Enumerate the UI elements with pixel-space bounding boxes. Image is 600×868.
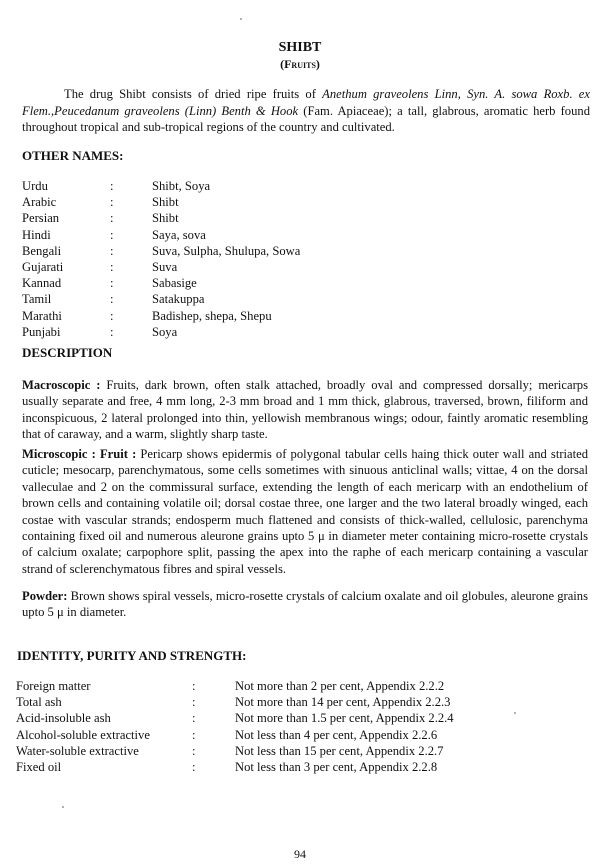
separator: : <box>110 276 114 291</box>
test-value: Not less than 4 per cent, Appendix 2.2.6 <box>235 727 438 742</box>
separator: : <box>110 292 114 307</box>
page-number: 94 <box>294 847 306 861</box>
vernacular-name: Soya <box>152 324 178 339</box>
test-label: Water-soluble extractive <box>16 743 139 758</box>
separator: : <box>110 259 114 274</box>
intro-text-1: The drug Shibt consists of dried ripe fruits of <box>64 87 323 101</box>
separator: : <box>192 727 196 742</box>
intro-botanical-names: Anethum graveolens Linn, Syn. A. sowa Roxb. ex Flem.,Peucedanum graveolens (Linn) Benth & Hook <box>22 87 590 118</box>
identity-tests-list <box>16 678 576 775</box>
test-label: Fixed oil <box>16 759 62 774</box>
vernacular-name: Badishep, shepa, Shepu <box>152 308 272 323</box>
list-item <box>16 694 576 710</box>
microscopic-text: Pericarp shows epidermis of polygonal tabular cells haing thick outer wall and striated cuticle; mesocarp, parenchymatous, some cells sometimes with sinuous anticlinal walls; vittae, 4 on the dorsal valleculae and 2 on the commissural surface, extending the length of each mericarp with an endothelium of brown cells and containing volatile oil; dorsal costae three, one larger and the two lateral broadly winged, each costae with vascular strands; endosperm much flattened and consists of thick-walled, cellulosic, parenchyma containing fixed oil and numerous aleurone grains upto 5 μ in diameter meter containing micro-rosette crystals of calcium oxalate; carpophore split, passing the apex into the raphe of each mericarp containing a vascular strand of sclerenchymatous fibres and spiral vessels. <box>22 447 588 576</box>
vernacular-name: Shibt <box>152 195 179 210</box>
test-label: Acid-insoluble ash <box>16 711 111 726</box>
microscopic-paragraph <box>22 446 588 577</box>
test-value: Not more than 1.5 per cent, Appendix 2.2.4 <box>235 711 454 726</box>
other-names-list <box>22 178 422 340</box>
test-label: Foreign matter <box>16 679 91 693</box>
list-item <box>16 727 576 743</box>
list-item <box>22 210 422 226</box>
separator: : <box>192 679 196 693</box>
vernacular-name: Suva, Sulpha, Shulupa, Sowa <box>152 243 301 258</box>
separator: : <box>192 711 196 726</box>
other-names-heading: OTHER NAMES: <box>22 148 124 163</box>
list-item <box>22 259 422 275</box>
identity-heading: IDENTITY, PURITY AND STRENGTH: <box>17 648 247 663</box>
powder-text: Brown shows spiral vessels, micro-rosette crystals of calcium oxalate and oil globules, aleurone grains upto 5 μ in diameter. <box>22 589 588 620</box>
separator: : <box>110 243 114 258</box>
list-item <box>22 227 422 243</box>
list-item <box>16 743 576 759</box>
intro-text-2: (Fam. Apiaceae); a tall, glabrous, aromatic herb found throughout tropical and sub-tropical regions of the country and cultivated. <box>22 103 590 134</box>
separator: : <box>110 179 114 193</box>
macroscopic-text: Fruits, dark brown, often stalk attached, broadly oval and compressed dorsally; mericarps usually separate and free, 4 mm long, 2-3 mm broad and 1 mm thick, glabrous, traversed, brown, filiform and inconspicuous, 2 lateral prolonged into thin, yellowish membranous wings; odour, faintly aromatic resembling that of caraway, and a warm, slightly sharp taste. <box>22 378 588 442</box>
separator: : <box>110 324 114 339</box>
test-label: Alcohol-soluble extractive <box>16 727 150 742</box>
vernacular-name: Shibt, Soya <box>152 179 211 193</box>
list-item <box>16 678 576 694</box>
separator: : <box>110 195 114 210</box>
language-label: Arabic <box>22 195 57 210</box>
vernacular-name: Satakuppa <box>152 292 205 307</box>
monograph-subtitle: (Fruits) <box>280 57 320 71</box>
separator: : <box>110 308 114 323</box>
vernacular-name: Saya, sova <box>152 227 206 242</box>
list-item <box>22 275 422 291</box>
list-item <box>22 194 422 210</box>
test-value: Not less than 15 per cent, Appendix 2.2.7 <box>235 743 444 758</box>
scan-speck <box>240 18 242 20</box>
microscopic-label: Microscopic : <box>22 447 96 461</box>
list-item <box>22 324 422 340</box>
language-label: Tamil <box>22 292 52 307</box>
language-label: Punjabi <box>22 324 61 339</box>
language-label: Hindi <box>22 227 51 242</box>
test-value: Not less than 3 per cent, Appendix 2.2.8 <box>235 759 438 774</box>
description-heading: DESCRIPTION <box>22 345 113 360</box>
scan-speck <box>514 712 516 714</box>
list-item <box>22 243 422 259</box>
list-item <box>22 178 422 194</box>
separator: : <box>110 211 114 226</box>
powder-label: Powder: <box>22 589 68 603</box>
language-label: Marathi <box>22 308 62 323</box>
language-label: Gujarati <box>22 259 64 274</box>
language-label: Bengali <box>22 243 62 258</box>
list-item <box>22 291 422 307</box>
vernacular-name: Suva <box>152 259 178 274</box>
test-value: Not more than 2 per cent, Appendix 2.2.2 <box>235 679 445 693</box>
list-item <box>16 710 576 726</box>
test-value: Not more than 14 per cent, Appendix 2.2.3 <box>235 695 451 710</box>
language-label: Kannad <box>22 276 62 291</box>
separator: : <box>192 695 196 710</box>
powder-paragraph <box>22 588 588 621</box>
language-label: Urdu <box>22 179 48 193</box>
monograph-title: SHIBT <box>278 40 322 55</box>
list-item <box>22 308 422 324</box>
vernacular-name: Shibt <box>152 211 179 226</box>
list-item <box>16 759 576 775</box>
fruit-label: Fruit : <box>99 447 137 461</box>
separator: : <box>110 227 114 242</box>
separator: : <box>192 743 196 758</box>
macroscopic-label: Macroscopic : <box>22 378 101 392</box>
scan-speck <box>62 806 64 808</box>
language-label: Persian <box>22 211 60 226</box>
macroscopic-paragraph <box>22 377 588 443</box>
vernacular-name: Sabasige <box>152 276 197 291</box>
separator: : <box>192 759 196 774</box>
intro-paragraph <box>22 86 590 136</box>
test-label: Total ash <box>16 695 62 710</box>
